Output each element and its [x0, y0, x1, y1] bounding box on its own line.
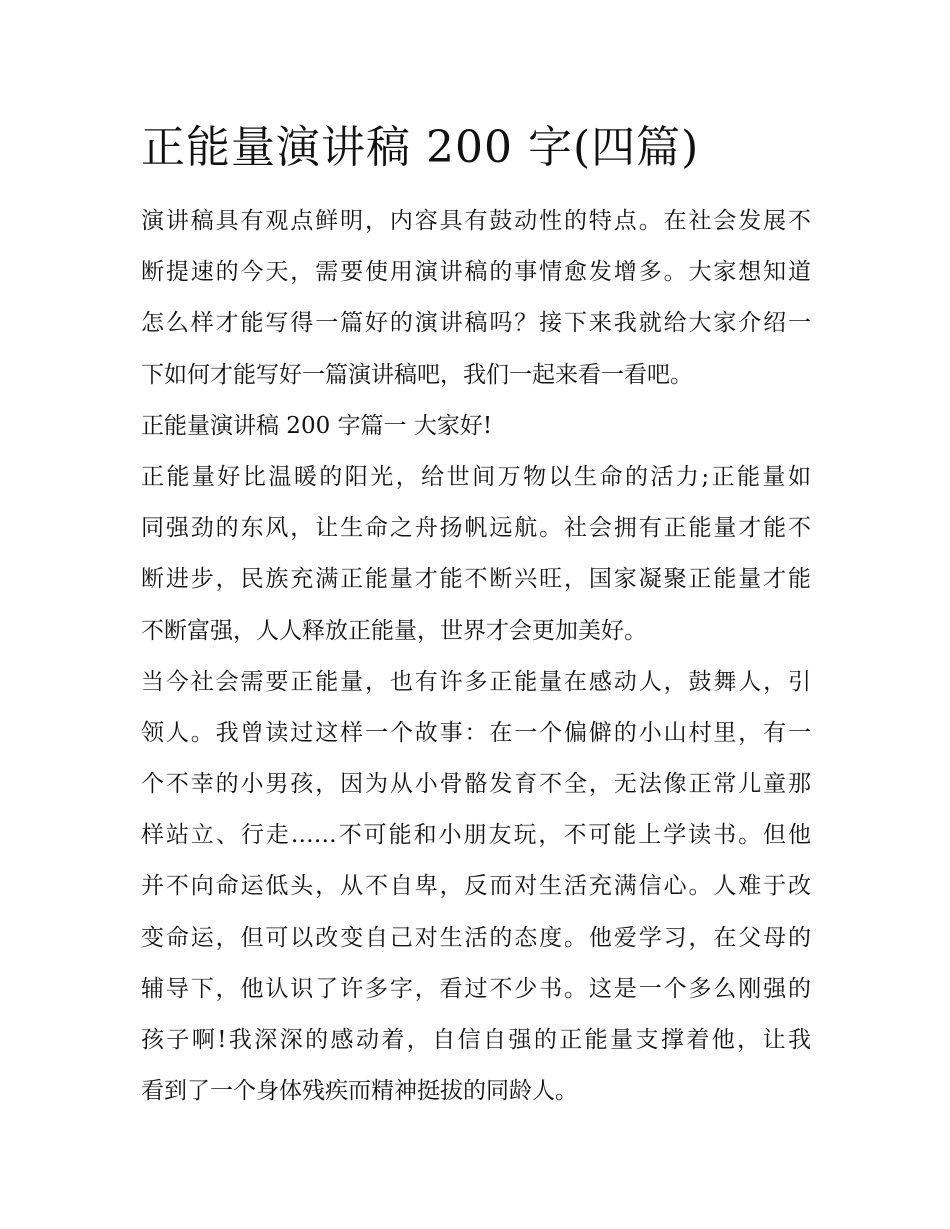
text-line: 辅导下，他认识了许多字，看过不少书。这是一个多么刚强的	[141, 975, 811, 1002]
text-line: 个不幸的小男孩，因为从小骨骼发育不全，无法像正常儿童那	[141, 771, 811, 798]
text-line: 变命运，但可以改变自己对生活的态度。他爱学习，在父母的	[141, 924, 811, 951]
document-body	[141, 196, 811, 1117]
text-line: 同强劲的东风，让生命之舟扬帆远航。社会拥有正能量才能不	[141, 515, 811, 542]
text-line: 看到了一个身体残疾而精神挺拔的同龄人。	[141, 1078, 578, 1105]
document-title: 正能量演讲稿 200 字(四篇)	[141, 122, 700, 173]
text-line: 当今社会需要正能量，也有许多正能量在感动人，鼓舞人，引	[141, 668, 811, 695]
text-line: 正能量演讲稿 200 字篇一 大家好!	[141, 412, 493, 439]
text-line: 下如何才能写好一篇演讲稿吧，我们一起来看一看吧。	[141, 361, 693, 388]
text-line: 演讲稿具有观点鲜明，内容具有鼓动性的特点。在社会发展不	[141, 208, 811, 234]
text-line: 怎么样才能写得一篇好的演讲稿吗？接下来我就给大家介绍一	[141, 310, 811, 337]
text-line: 并不向命运低头，从不自卑，反而对生活充满信心。人难于改	[141, 873, 811, 900]
text-line: 断提速的今天，需要使用演讲稿的事情愈发增多。大家想知道	[141, 259, 811, 286]
text-line: 不断富强，人人释放正能量，世界才会更加美好。	[141, 617, 647, 644]
text-line: 断进步，民族充满正能量才能不断兴旺，国家凝聚正能量才能	[141, 566, 811, 593]
text-line: 正能量好比温暖的阳光，给世间万物以生命的活力;正能量如	[141, 463, 811, 490]
text-line: 样站立、行走……不可能和小朋友玩，不可能上学读书。但他	[141, 822, 811, 849]
text-line: 孩子啊!我深深的感动着，自信自强的正能量支撑着他，让我	[141, 1027, 811, 1053]
text-line: 领人。我曾读过这样一个故事：在一个偏僻的小山村里，有一	[141, 719, 811, 746]
